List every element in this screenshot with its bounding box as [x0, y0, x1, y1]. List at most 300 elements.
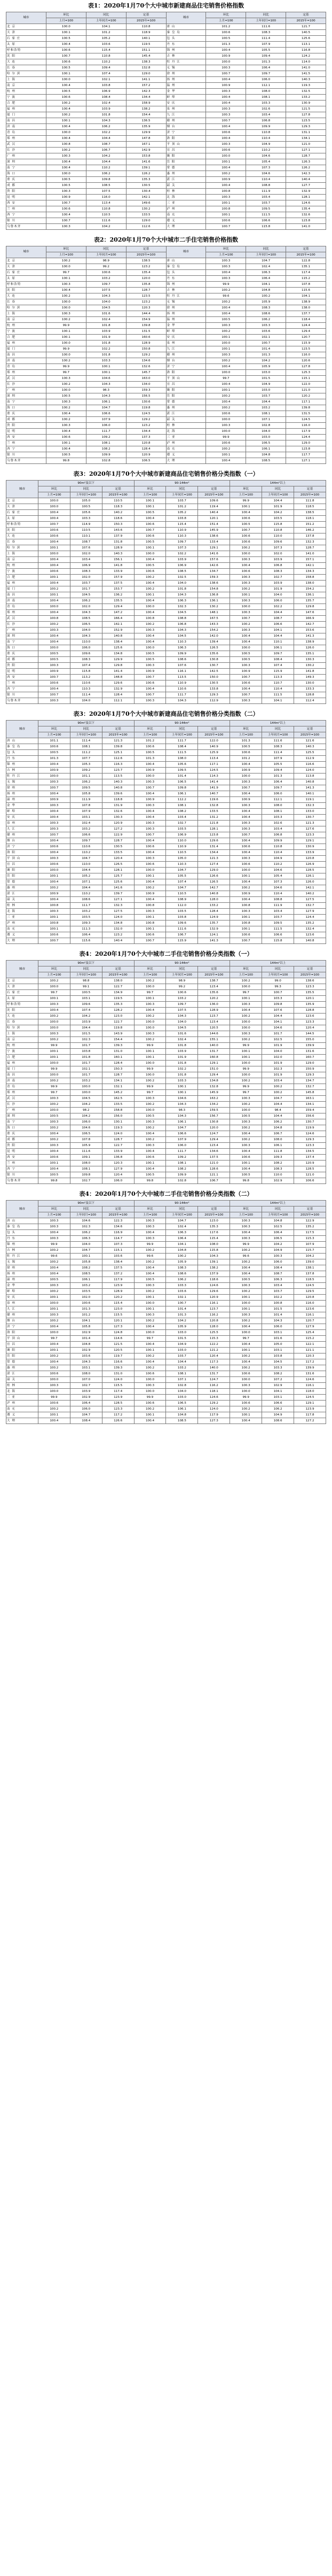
- index-value: 115.1: [286, 376, 326, 382]
- index-value: 110.9: [166, 844, 198, 850]
- index-value: 99.9: [38, 1242, 70, 1248]
- index-value: 100.4: [134, 1230, 166, 1236]
- index-value: 134.4: [126, 429, 166, 435]
- index-value: 100.3: [262, 1254, 294, 1259]
- index-value: 100.2: [134, 622, 166, 628]
- index-value: 100.9: [230, 768, 262, 773]
- table-row: [6, 856, 326, 862]
- index-value: 100.0: [134, 645, 166, 651]
- index-value: 100.3: [230, 1218, 262, 1224]
- index-value: 111.6: [86, 218, 126, 224]
- index-value: 101.2: [230, 756, 262, 762]
- index-value: 100.0: [230, 1072, 262, 1078]
- index-value: 100.8: [38, 616, 70, 622]
- index-value: 100.0: [134, 1019, 166, 1025]
- index-value: 154.9: [126, 317, 166, 323]
- index-value: 144.5: [294, 1031, 326, 1037]
- index-value: 100.5: [134, 1277, 166, 1283]
- index-value: 109.4: [246, 53, 286, 59]
- col-subheader: 2015年=100: [294, 492, 326, 498]
- index-value: 99.9: [206, 282, 246, 288]
- table-row: [6, 224, 326, 230]
- table-row: [6, 1108, 326, 1113]
- table-row: [6, 1178, 326, 1184]
- index-value: 100.3: [38, 826, 70, 832]
- index-value: 117.1: [286, 399, 326, 405]
- index-value: 120.0: [126, 276, 166, 282]
- city-name: 石 家 庄: [6, 270, 46, 276]
- col-subheader: 上月=100: [230, 492, 262, 498]
- city-name: 包 头: [166, 270, 206, 276]
- index-value: 100.2: [134, 1259, 166, 1265]
- index-value: 100.6: [70, 1301, 102, 1306]
- index-value: 167.1: [126, 142, 166, 148]
- index-value: 106.5: [126, 458, 166, 464]
- index-value: 105.8: [70, 1259, 102, 1265]
- index-value: 99.7: [38, 1090, 70, 1096]
- index-value: 126.6: [198, 873, 230, 879]
- index-value: 104.2: [86, 153, 126, 159]
- index-value: 104.4: [262, 610, 294, 616]
- index-value: 111.4: [70, 738, 102, 744]
- index-value: 99.6: [206, 293, 246, 299]
- index-value: 100.1: [38, 1161, 70, 1166]
- col-subheader: 2015年=100: [286, 18, 326, 24]
- index-value: 142.9: [126, 148, 166, 153]
- index-value: 100.3: [38, 909, 70, 915]
- index-value: 100.1: [230, 1306, 262, 1312]
- table-row: [6, 545, 326, 551]
- index-value: 100.5: [206, 317, 246, 323]
- index-value: 103.7: [246, 393, 286, 399]
- index-value: 123.0: [102, 1014, 134, 1019]
- index-value: 100.4: [206, 165, 246, 171]
- index-value: 151.4: [198, 522, 230, 528]
- index-value: 100.6: [38, 533, 70, 539]
- index-value: 103.3: [246, 100, 286, 106]
- city-name: 合 肥: [6, 1055, 38, 1061]
- index-value: 109.8: [166, 785, 198, 791]
- index-value: 132.9: [286, 189, 326, 195]
- index-value: 100.6: [206, 440, 246, 446]
- index-value: 129.0: [126, 71, 166, 77]
- index-value: 100.1: [46, 440, 86, 446]
- index-value: 100.3: [134, 1283, 166, 1289]
- city-name: 石 家 庄: [6, 510, 38, 516]
- city-name: 海 口: [6, 1125, 38, 1131]
- index-value: 110.0: [70, 862, 102, 868]
- index-value: 100.0: [46, 171, 86, 177]
- index-value: 99.8: [134, 1178, 166, 1184]
- index-value: 104.7: [246, 258, 286, 264]
- index-value: 118.5: [294, 1277, 326, 1283]
- table-row: [6, 1289, 326, 1295]
- index-value: 117.1: [198, 762, 230, 768]
- index-value: 100.2: [46, 148, 86, 153]
- index-value: 100.0: [70, 1090, 102, 1096]
- index-value: 125.5: [198, 1330, 230, 1336]
- index-value: 105.0: [166, 856, 198, 862]
- index-value: 100.3: [134, 1236, 166, 1242]
- city-name: 丹 东: [6, 1236, 38, 1242]
- index-value: 106.5: [262, 1236, 294, 1242]
- table-row: [6, 1031, 326, 1037]
- index-value: 103.6: [102, 1254, 134, 1259]
- index-value: 108.0: [246, 89, 286, 95]
- index-value: 100.3: [134, 1031, 166, 1037]
- index-value: 100.1: [166, 1090, 198, 1096]
- index-value: 127.5: [294, 897, 326, 903]
- index-value: 103.9: [262, 557, 294, 563]
- city-name: 西 安: [6, 675, 38, 680]
- index-value: 125.1: [102, 750, 134, 756]
- city-name: 九 江: [166, 346, 206, 352]
- table-row: [6, 305, 326, 311]
- index-value: 104.9: [262, 1248, 294, 1254]
- index-value: 108.8: [262, 897, 294, 903]
- index-value: 101.9: [166, 1055, 198, 1061]
- city-name: 泉 州: [166, 341, 206, 346]
- index-value: 102.9: [262, 1178, 294, 1184]
- index-value: 99.7: [206, 376, 246, 382]
- index-value: 100.4: [230, 879, 262, 885]
- index-value: 100.4: [38, 1359, 70, 1365]
- index-value: 100.9: [206, 53, 246, 59]
- index-value: 140.3: [102, 551, 134, 557]
- index-value: 102.7: [70, 1178, 102, 1184]
- index-value: 134.7: [198, 569, 230, 575]
- index-value: 153.8: [126, 153, 166, 159]
- city-name: 西 宁: [6, 446, 46, 452]
- index-value: 126.0: [294, 879, 326, 885]
- city-name: 郑 州: [6, 136, 46, 142]
- index-value: 130.5: [102, 844, 134, 850]
- index-value: 100.6: [206, 411, 246, 417]
- index-value: 103.0: [166, 1330, 198, 1336]
- index-value: 100.3: [134, 628, 166, 633]
- table-row: [6, 915, 326, 920]
- index-value: 110.0: [70, 639, 102, 645]
- index-value: 101.1: [38, 738, 70, 744]
- city-name: 蚌 埠: [166, 329, 206, 335]
- index-value: 100.4: [134, 686, 166, 692]
- index-value: 121.3: [198, 856, 230, 862]
- index-value: 111.7: [166, 1149, 198, 1155]
- index-value: 142.3: [286, 171, 326, 177]
- table-row: [6, 71, 326, 77]
- index-value: 120.5: [198, 1025, 230, 1031]
- index-value: 100.4: [206, 382, 246, 388]
- index-value: 100.7: [134, 938, 166, 944]
- index-value: 118.5: [294, 504, 326, 510]
- index-value: 159.3: [126, 388, 166, 393]
- city-name: 北 海: [166, 429, 206, 435]
- index-value: 124.4: [286, 435, 326, 440]
- index-value: 100.1: [46, 30, 86, 36]
- city-name: 杭 州: [6, 1043, 38, 1049]
- index-value: 158.8: [102, 1108, 134, 1113]
- city-name: 哈 尔 滨: [6, 305, 46, 311]
- index-value: 100.3: [206, 258, 246, 264]
- index-value: 129.2: [126, 352, 166, 358]
- city-name: 泸 州: [166, 206, 206, 212]
- table-row: [6, 897, 326, 903]
- index-value: 100.2: [38, 1365, 70, 1371]
- table-row: [6, 1224, 326, 1230]
- index-value: 139.1: [198, 1259, 230, 1265]
- index-value: 100.5: [134, 657, 166, 663]
- index-value: 107.9: [246, 42, 286, 48]
- index-value: 100.1: [38, 545, 70, 551]
- index-value: 129.8: [294, 604, 326, 610]
- city-name: 重 庆: [6, 411, 46, 417]
- index-value: 137.8: [294, 1271, 326, 1277]
- index-value: 157.1: [294, 557, 326, 563]
- index-value: 106.2: [70, 598, 102, 604]
- table-row: [6, 785, 326, 791]
- index-value: 123.5: [126, 293, 166, 299]
- index-value: 103.7: [262, 915, 294, 920]
- index-value: 128.1: [198, 826, 230, 832]
- index-value: 102.1: [166, 1295, 198, 1301]
- index-value: 103.1: [262, 1348, 294, 1353]
- index-value: 100.7: [38, 832, 70, 838]
- col-header-city: 城市: [166, 12, 206, 24]
- index-value: 100.2: [38, 586, 70, 592]
- index-value: 117.9: [102, 1277, 134, 1283]
- col-subheader: 上月=100: [230, 1212, 262, 1218]
- index-value: 107.6: [70, 545, 102, 551]
- index-value: 130.2: [294, 663, 326, 669]
- index-value: 110.6: [166, 686, 198, 692]
- index-value: 108.7: [70, 539, 102, 545]
- index-value: 113.4: [198, 756, 230, 762]
- table-row: [6, 873, 326, 879]
- col-header-yoy: 同比: [166, 1206, 198, 1212]
- index-value: 100.5: [230, 657, 262, 663]
- index-value: 107.9: [262, 756, 294, 762]
- index-value: 100.0: [46, 352, 86, 358]
- index-value: 108.3: [70, 657, 102, 663]
- index-value: 114.9: [70, 522, 102, 528]
- city-name: 牡 丹 江: [6, 1254, 38, 1259]
- index-value: 137.9: [198, 1271, 230, 1277]
- index-value: 135.2: [294, 1224, 326, 1230]
- index-value: 100.2: [38, 1137, 70, 1143]
- city-name: 合 肥: [6, 575, 38, 581]
- index-value: 109.9: [86, 452, 126, 458]
- index-value: 100.5: [134, 510, 166, 516]
- index-value: 100.1: [230, 1412, 262, 1418]
- index-value: 123.3: [294, 984, 326, 990]
- col-subheader: 上月=100: [230, 732, 262, 738]
- index-value: 158.8: [294, 575, 326, 581]
- index-value: 133.3: [294, 686, 326, 692]
- index-value: 103.1: [70, 815, 102, 821]
- index-value: 107.5: [166, 1008, 198, 1014]
- city-name: 成 都: [6, 1137, 38, 1143]
- index-value: 106.7: [86, 148, 126, 153]
- table-row: [6, 563, 326, 569]
- index-value: 115.6: [286, 288, 326, 293]
- index-value: 129.1: [198, 545, 230, 551]
- city-name: 三 亚: [6, 1395, 38, 1401]
- index-value: 114.6: [102, 1336, 134, 1342]
- index-value: 104.7: [166, 885, 198, 891]
- index-value: 123.2: [126, 423, 166, 429]
- index-value: 100.1: [38, 1049, 70, 1055]
- index-value: 103.8: [166, 915, 198, 920]
- table-row: [6, 323, 326, 329]
- table-row: [6, 1037, 326, 1043]
- table-row: [6, 1283, 326, 1289]
- index-value: 108.6: [166, 1271, 198, 1277]
- index-value: 100.0: [46, 341, 86, 346]
- city-name: 上 海: [6, 311, 46, 317]
- index-value: 116.1: [198, 1301, 230, 1306]
- index-value: 104.8: [262, 1125, 294, 1131]
- index-value: 104.1: [166, 1242, 198, 1248]
- index-value: 133.2: [286, 95, 326, 100]
- index-value: 100.4: [46, 136, 86, 142]
- index-value: 117.9: [286, 429, 326, 435]
- index-value: 100.6: [230, 750, 262, 756]
- index-value: 141.0: [286, 65, 326, 71]
- index-value: 138.4: [102, 1259, 134, 1265]
- index-value: 100.4: [134, 598, 166, 604]
- index-value: 106.0: [70, 645, 102, 651]
- index-value: 128.9: [102, 1289, 134, 1295]
- index-value: 125.7: [102, 873, 134, 879]
- index-value: 155.0: [294, 1037, 326, 1043]
- index-value: 100.4: [38, 1342, 70, 1348]
- index-value: 106.4: [246, 65, 286, 71]
- table-row: [6, 539, 326, 545]
- city-name: 金 华: [6, 803, 38, 809]
- index-value: 104.2: [70, 1014, 102, 1019]
- index-value: 127.1: [102, 897, 134, 903]
- index-value: 101.2: [166, 504, 198, 510]
- index-value: 131.4: [198, 844, 230, 850]
- index-value: 100.4: [230, 1230, 262, 1236]
- city-name: 昆 明: [6, 1149, 38, 1155]
- index-value: 102.9: [70, 1395, 102, 1401]
- index-value: 105.9: [166, 1324, 198, 1330]
- index-value: 106.7: [198, 1178, 230, 1184]
- table-row: [6, 276, 326, 282]
- index-value: 136.0: [198, 1002, 230, 1008]
- city-name: 石 家 庄: [6, 36, 46, 42]
- index-value: 100.4: [38, 838, 70, 844]
- index-value: 100.0: [46, 299, 86, 305]
- index-value: 101.9: [262, 1043, 294, 1049]
- index-value: 133.5: [102, 1102, 134, 1108]
- col-header-mom: 环比: [38, 726, 70, 732]
- index-value: 100.0: [134, 1108, 166, 1113]
- index-value: 122.7: [102, 984, 134, 990]
- index-value: 109.9: [166, 651, 198, 657]
- index-value: 100.9: [206, 83, 246, 89]
- index-value: 126.9: [294, 862, 326, 868]
- city-name: 乌鲁木齐: [6, 224, 46, 230]
- index-value: 98.4: [262, 1108, 294, 1113]
- index-value: 141.0: [286, 224, 326, 230]
- index-value: 100.3: [206, 264, 246, 270]
- index-value: 102.1: [246, 335, 286, 341]
- index-value: 132.6: [286, 212, 326, 218]
- index-value: 108.3: [246, 305, 286, 311]
- table-row: [6, 59, 326, 65]
- index-value: 128.5: [102, 1401, 134, 1406]
- index-value: 99.7: [230, 1090, 262, 1096]
- index-value: 112.1: [262, 797, 294, 803]
- index-value: 110.3: [166, 639, 198, 645]
- table-row: [6, 458, 326, 464]
- index-value: 102.2: [262, 1295, 294, 1301]
- city-name: 温 州: [6, 797, 38, 803]
- index-value: 100.2: [38, 622, 70, 628]
- index-value: 111.8: [262, 1149, 294, 1155]
- index-value: 125.9: [198, 750, 230, 756]
- city-name: 锦 州: [6, 1242, 38, 1248]
- index-value: 100.4: [206, 305, 246, 311]
- index-value: 101.3: [206, 42, 246, 48]
- index-value: 106.1: [262, 1143, 294, 1149]
- table-row: [6, 329, 326, 335]
- index-value: 100.2: [38, 885, 70, 891]
- index-value: 129.2: [198, 1401, 230, 1406]
- city-name: 长 沙: [6, 622, 38, 628]
- col-header-mom: 环比: [38, 486, 70, 492]
- index-value: 140.8: [102, 785, 134, 791]
- city-name: 湛 江: [166, 411, 206, 417]
- index-value: 100.4: [38, 1271, 70, 1277]
- city-name: 秦 皇 岛: [6, 744, 38, 750]
- index-value: 138.1: [294, 1265, 326, 1271]
- city-name: 常 德: [166, 165, 206, 171]
- index-value: 110.4: [262, 686, 294, 692]
- index-value: 123.6: [294, 932, 326, 938]
- index-value: 128.7: [286, 153, 326, 159]
- city-name: 韶 关: [166, 417, 206, 423]
- index-value: 104.7: [86, 405, 126, 411]
- index-value: 101.7: [70, 586, 102, 592]
- index-value: 100.9: [134, 768, 166, 773]
- city-name: 兰 州: [6, 440, 46, 446]
- index-value: 103.2: [166, 1365, 198, 1371]
- col-header-mom: 环比: [134, 726, 166, 732]
- table-row: [6, 1365, 326, 1371]
- index-value: 103.4: [246, 112, 286, 118]
- city-name: 吉 林: [166, 53, 206, 59]
- index-value: 104.3: [86, 393, 126, 399]
- col-header-fixed: 定基: [198, 726, 230, 732]
- index-value: 100.4: [206, 77, 246, 83]
- index-value: 163.2: [198, 1096, 230, 1102]
- index-value: 100.0: [134, 1377, 166, 1383]
- index-value: 122.7: [102, 1019, 134, 1025]
- index-value: 120.9: [126, 452, 166, 458]
- index-value: 106.8: [166, 622, 198, 628]
- index-value: 145.8: [294, 1090, 326, 1096]
- table-gap: [0, 1184, 332, 1188]
- index-value: 106.5: [246, 440, 286, 446]
- index-value: 100.4: [230, 838, 262, 844]
- index-value: 108.0: [262, 803, 294, 809]
- col-header-size-mid: 90-144m²: [134, 961, 230, 966]
- index-value: 108.7: [262, 1271, 294, 1277]
- index-value: 100.1: [206, 200, 246, 206]
